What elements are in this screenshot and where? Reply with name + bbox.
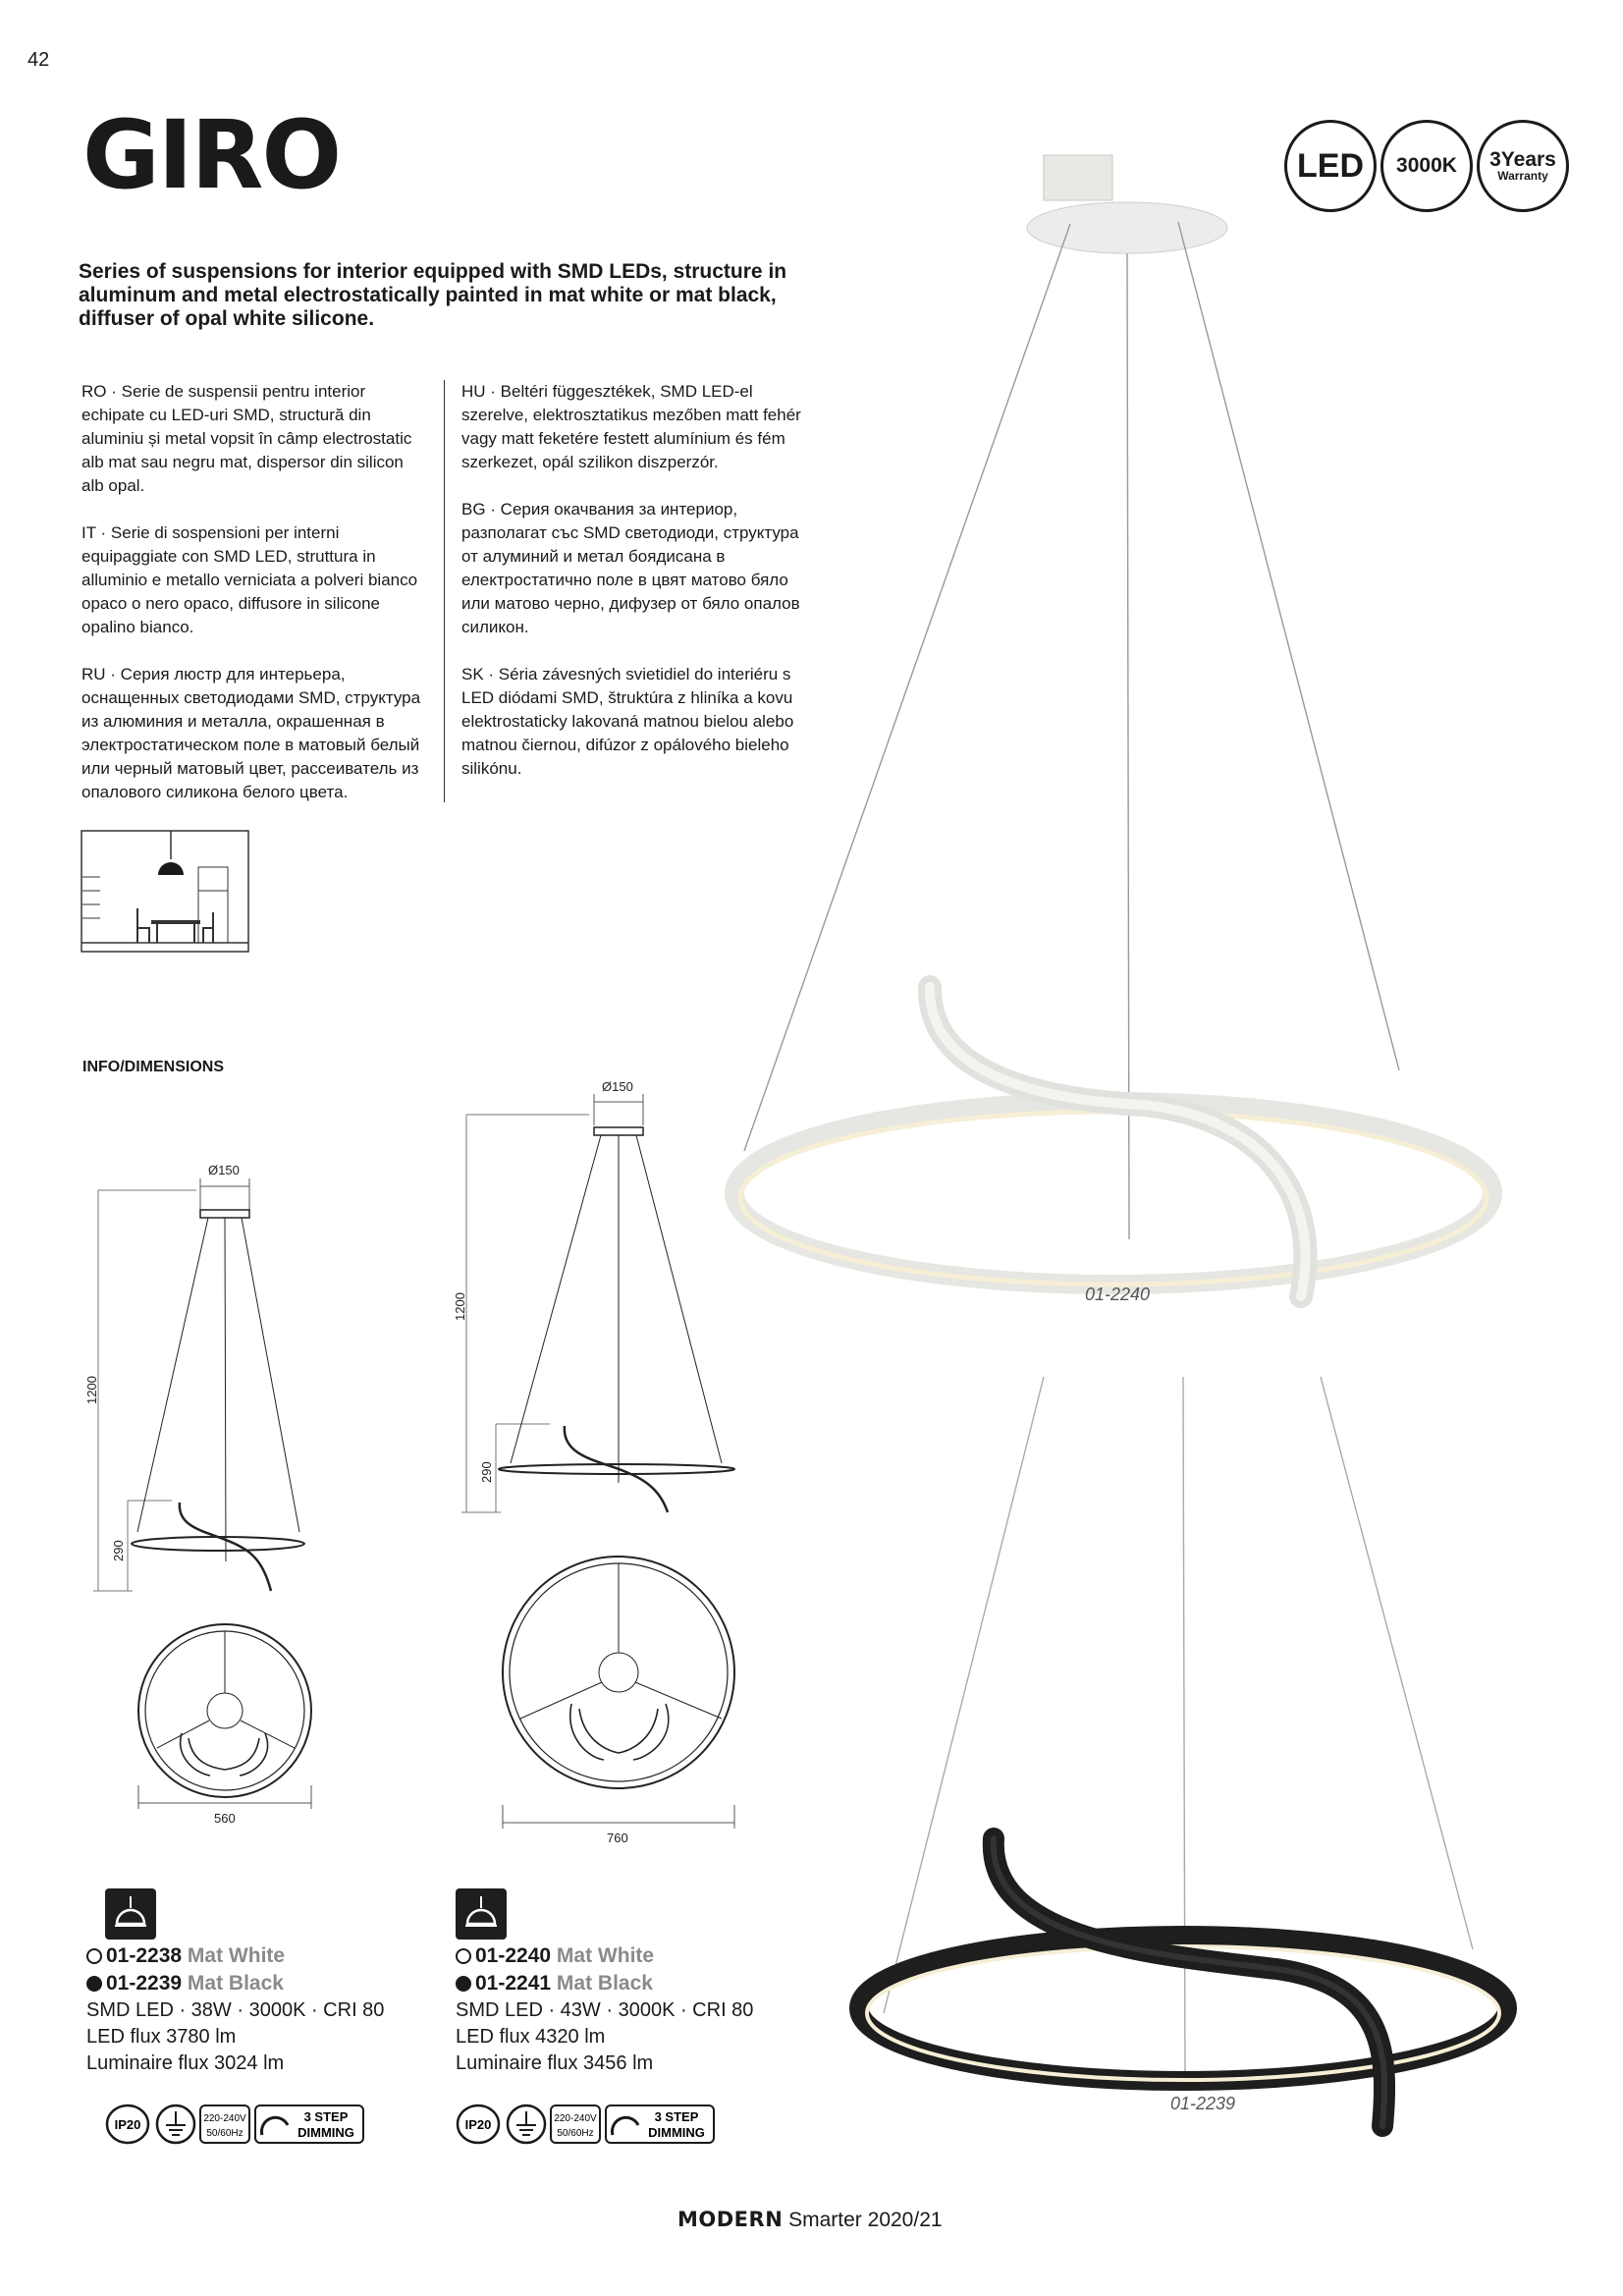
led-flux: LED flux 4320 lm	[456, 2026, 606, 2048]
intro-text: Series of suspensions for interior equipped with SMD LEDs, structure in aluminum and metal electrostatically painted in mat white or mat black, diffuser of opal white silicone.	[79, 260, 787, 330]
description-it: IT · Serie di sospensioni per interni equipaggiate con SMD LED, struttura in alluminio e metallo verniciata a polveri bianco opaco o nero opaco, diffusore in silicone opalino bianco.	[81, 523, 418, 636]
variant-code: 01-2239	[106, 1972, 183, 1995]
small-canopy-label: Ø150	[208, 1163, 240, 1177]
dimensions-drawing-small	[79, 1149, 344, 1856]
white-lamp-photo	[717, 147, 1581, 1326]
variant-finish: Mat Black	[556, 1972, 653, 1995]
column-divider	[444, 380, 445, 802]
description-sk: SK · Séria závesných svietidiel do interiéru s LED diódami SMD, štruktúra z hliníka a kovu elektrostaticky lakovaná matnou bielou alebo matnou čiernou, difúzor z opálového bieleho silikónu.	[461, 665, 794, 778]
footer-edition: Smarter 2020/21	[788, 2209, 943, 2231]
dimming-icon	[262, 2117, 288, 2135]
luminaire-flux: Luminaire flux 3456 lm	[456, 2052, 654, 2074]
variant-finish: Mat Black	[187, 1972, 284, 1995]
variant-code: 01-2240	[475, 1944, 552, 1967]
voltage-text: 220-240V	[554, 2113, 597, 2124]
large-canopy-label: Ø150	[602, 1079, 633, 1094]
dining-room-icon	[81, 830, 249, 953]
dimming-icon	[613, 2117, 638, 2135]
footer-brand: MODERN	[677, 2208, 784, 2231]
white-finish-dot	[456, 1948, 471, 1964]
product-spec-small	[86, 1942, 384, 2077]
description-hu: HU · Beltéri függesztékek, SMD LED-el szerelve, elektrosztatikus mezőben matt fehér vagy matt feketére festett alumínium és fém szerkezet, opál szilikon diszperzór.	[461, 382, 801, 471]
large-height-label: 1200	[453, 1292, 467, 1321]
suspension-type-icon	[105, 1888, 156, 1940]
white-finish-dot	[86, 1948, 102, 1964]
variant-code: 01-2241	[475, 1972, 552, 1995]
small-diameter-label: 560	[214, 1811, 236, 1826]
black-lamp-photo	[844, 1375, 1581, 2141]
description-bg: BG · Серия окачвания за интериор, разполагат със SMD светодиоди, структура от алуминий и метал боядисана в електростатично поле в цвят матово бяло или матово черно, дифузер от бяло опалов силикон.	[461, 500, 800, 636]
luminaire-flux: Luminaire flux 3024 lm	[86, 2052, 285, 2074]
voltage-text: 220-240V	[203, 2113, 246, 2124]
black-finish-dot	[86, 1976, 102, 1992]
small-drop-label: 290	[111, 1540, 126, 1561]
large-diameter-label: 760	[607, 1831, 628, 1845]
small-height-label: 1200	[84, 1376, 99, 1404]
warranty-label: Warranty	[1497, 169, 1548, 183]
dimensions-drawing-large	[447, 1070, 761, 1846]
dimming-text: DIMMING	[298, 2125, 354, 2140]
led-badge: LED	[1284, 120, 1377, 212]
suspension-type-icon	[456, 1888, 507, 1940]
cct-badge: 3000K	[1380, 120, 1473, 212]
frequency-text: 50/60Hz	[206, 2128, 243, 2139]
product-spec-large	[456, 1942, 753, 2077]
variant-finish: Mat White	[187, 1944, 286, 1967]
variant-black	[86, 1970, 384, 1997]
variant-finish: Mat White	[556, 1944, 655, 1967]
dimming-steps-text: 3 STEP	[303, 2109, 349, 2124]
dimming-steps-text: 3 STEP	[654, 2109, 699, 2124]
footer	[677, 2208, 943, 2232]
ip-rating-text: IP20	[464, 2117, 492, 2132]
tech-icons-small	[105, 2102, 370, 2147]
warranty-years: 3Years	[1489, 148, 1556, 171]
dimming-text: DIMMING	[648, 2125, 705, 2140]
led-flux: LED flux 3780 lm	[86, 2026, 237, 2048]
descriptions-left	[81, 380, 430, 828]
variant-white	[456, 1942, 753, 1970]
info-dimensions-title: INFO/DIMENSIONS	[82, 1059, 225, 1075]
page-title: GIRO	[82, 100, 341, 210]
frequency-text: 50/60Hz	[557, 2128, 594, 2139]
description-ro: RO · Serie de suspensii pentru interior echipate cu LED-uri SMD, structură din aluminiu și metal vopsit în câmp electrostatic alb mat sau negru mat, dispersor din silicon alb opal.	[81, 382, 412, 495]
tech-icons-large	[456, 2102, 721, 2147]
tech-specs: SMD LED · 38W · 3000K · CRI 80	[86, 1999, 385, 2021]
class-i-icon	[516, 2111, 536, 2135]
white-photo-caption: 01-2240	[1085, 1285, 1151, 1304]
class-i-icon	[166, 2111, 186, 2135]
black-photo-caption: 01-2239	[1170, 2094, 1236, 2113]
large-drop-label: 290	[479, 1461, 494, 1483]
description-ru: RU · Серия люстр для интерьера, оснащенных светодиодами SMD, структура из алюминия и металла, окрашенная в электростатическом поле в матовый белый или черный матовый цвет, рассеиватель из опалового силикона белого цвета.	[81, 665, 421, 801]
page-number: 42	[27, 49, 50, 71]
ip-rating-text: IP20	[114, 2117, 141, 2132]
variant-white	[86, 1942, 384, 1970]
variant-code: 01-2238	[106, 1944, 183, 1967]
tech-specs: SMD LED · 43W · 3000K · CRI 80	[456, 1999, 754, 2021]
variant-black	[456, 1970, 753, 1997]
black-finish-dot	[456, 1976, 471, 1992]
